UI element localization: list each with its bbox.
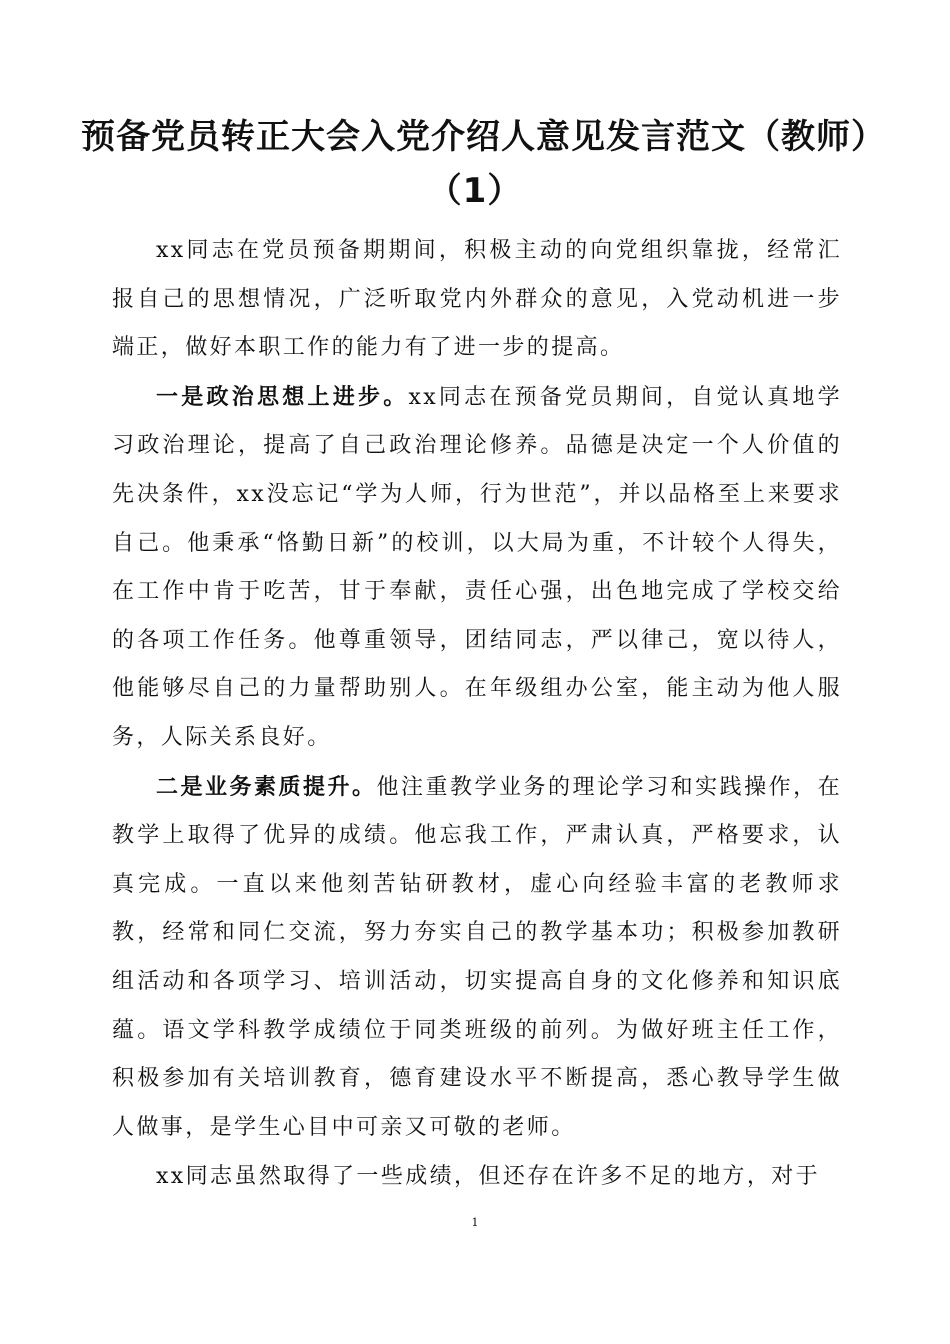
page-number: 1 xyxy=(471,1216,479,1229)
paragraph-text: xx同志在党员预备期期间，积极主动的向党组织靠拢，经常汇报自己的思想情况，广泛听取党内外群众的意见，入党动机进一步端正，做好本职工作的能力有了进一步的提高。 xyxy=(112,238,842,361)
paragraph-intro xyxy=(112,227,842,373)
paragraph-shortcomings xyxy=(112,1153,842,1202)
paragraph-lead: 二是业务素质提升。 xyxy=(156,774,377,800)
paragraph-political-progress xyxy=(112,374,842,763)
paragraph-professional-quality xyxy=(112,764,842,1153)
document-title: 预备党员转正大会入党介绍人意见发言范文（教师）（1） xyxy=(81,117,869,211)
paragraph-lead: 一是政治思想上进步。 xyxy=(156,384,409,410)
paragraph-text: xx同志虽然取得了一些成绩，但还存在许多不足的地方，对于 xyxy=(156,1164,821,1190)
paragraph-text: 他注重教学业务的理论学习和实践操作，在教学上取得了优异的成绩。他忘我工作，严肃认真，严格要求，认真完成。一直以来他刻苦钻研教材，虚心向经验丰富的老教师求教，经常和同仁交流，努力夯实自己的教学基本功；积极参加教研组活动和各项学习、培训活动，切实提高自身的文化修养和知识底蕴。语文学科教学成绩位于同类班级的前列。为做好班主任工作，积极参加有关培训教育，德育建设水平不断提高，悉心教导学生做人做事，是学生心目中可亲又可敬的老师。 xyxy=(112,774,842,1140)
document-body xyxy=(112,227,842,1203)
paragraph-text: xx同志在预备党员期间，自觉认真地学习政治理论，提高了自己政治理论修养。品德是决定一个人价值的先决条件，xx没忘记“学为人师，行为世范”，并以品格至上来要求自己。他秉承“恪勤日新”的校训，以大局为重，不计较个人得失，在工作中肯于吃苦，甘于奉献，责任心强，出色地完成了学校交给的各项工作任务。他尊重领导，团结同志，严以律己，宽以待人，他能够尽自己的力量帮助别人。在年级组办公室，能主动为他人服务，人际关系良好。 xyxy=(112,384,842,750)
